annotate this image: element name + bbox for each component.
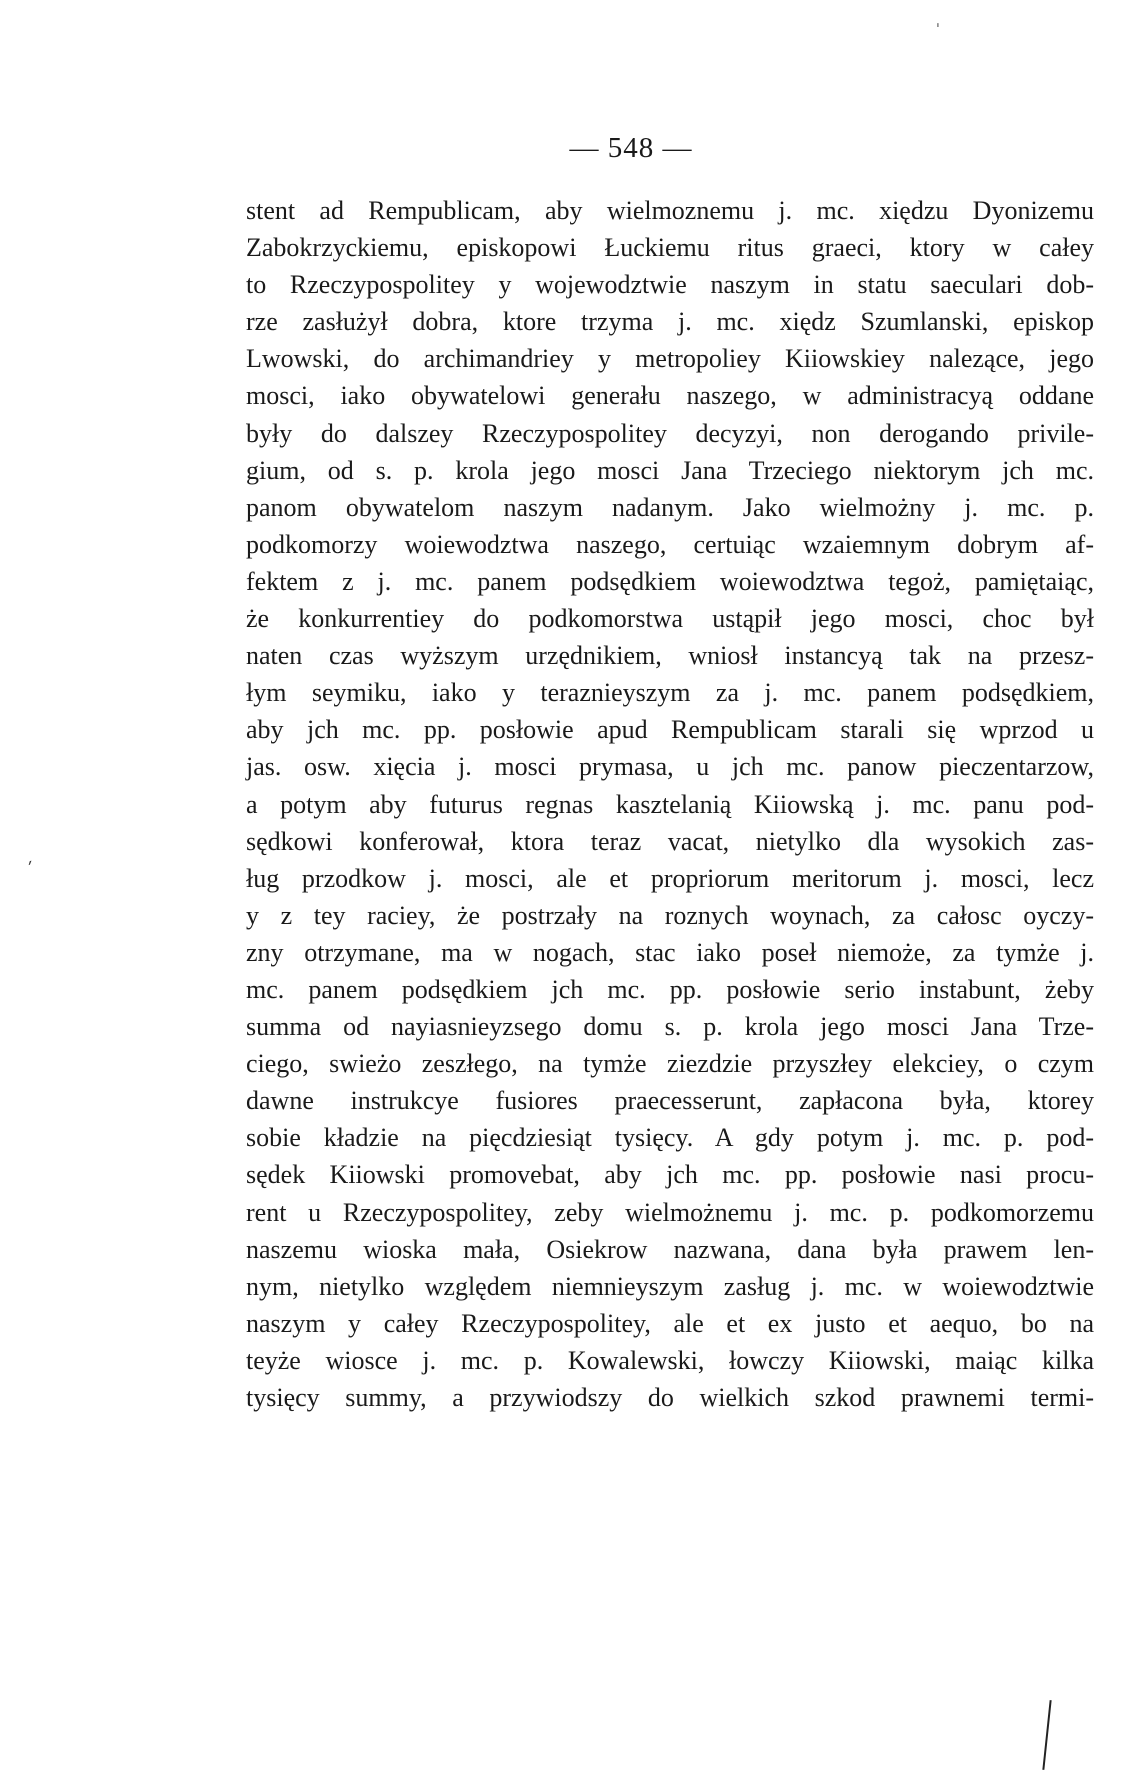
text-line: sobie kładzie na pięcdziesiąt tysięcy. A gdy potym j. mc. p. pod-	[246, 1123, 1094, 1153]
text-line: podkomorzy woiewodztwa naszego, certuiąc wzaiemnym dobrym af-	[246, 529, 1094, 559]
body-text	[246, 192, 1094, 1416]
text-line: summa od nayiasnieyzsego domu s. p. krola jego mosci Jana Trze-	[246, 1012, 1094, 1042]
text-line: panom obywatelom naszym nadanym. Jako wielmożny j. mc. p.	[246, 492, 1094, 522]
text-line: że konkurrentiey do podkomorstwa ustąpił jego mosci, choc był	[246, 604, 1094, 634]
scan-stroke-bottom	[1042, 1700, 1051, 1770]
text-line: aby jch mc. pp. posłowie apud Rempublicam starali się wprzod u	[246, 715, 1094, 745]
text-line: Lwowski, do archimandriey y metropoliey Kiiowskiey nalezące, jego	[246, 344, 1094, 374]
text-line: naszemu wioska mała, Osiekrow nazwana, dana była prawem len-	[246, 1234, 1094, 1264]
text-line: mosci, iako obywatelowi generału naszego, w administracyą oddane	[246, 381, 1094, 411]
text-line: naten czas wyższym urzędnikiem, wniosł instancyą tak na przesz-	[246, 641, 1094, 671]
text-line: to Rzeczypospolitey y wojewodztwie naszym in statu saeculari dob-	[246, 270, 1094, 300]
text-line: dawne instrukcye fusiores praecesserunt, zapłacona była, ktorey	[246, 1086, 1094, 1116]
text-line: sędkowi konferował, ktora teraz vacat, nietylko dla wysokich zas-	[246, 826, 1094, 856]
text-line: ciego, swieżo zeszłego, na tymże ziezdzie przyszłey elekciey, o czym	[246, 1049, 1094, 1079]
text-line: jas. osw. xięcia j. mosci prymasa, u jch mc. panow pieczentarzow,	[246, 752, 1094, 782]
text-line: tysięcy summy, a przywiodszy do wielkich szkod prawnemi termi-	[246, 1383, 1094, 1412]
text-line: rent u Rzeczypospolitey, zeby wielmożnemu j. mc. p. podkomorzemu	[246, 1197, 1094, 1227]
scan-speck-left: ˏ	[18, 844, 35, 867]
text-line: Zabokrzyckiemu, episkopowi Łuckiemu ritus graeci, ktory w całey	[246, 233, 1094, 263]
text-line: gium, od s. p. krola jego mosci Jana Trzeciego niektorym jch mc.	[246, 455, 1094, 485]
text-line: fektem z j. mc. panem podsędkiem woiewodztwa tegoż, pamiętaiąc,	[246, 566, 1094, 596]
text-line: były do dalszey Rzeczypospolitey decyzyi, non derogando privile-	[246, 418, 1094, 448]
text-line: naszym y całey Rzeczypospolitey, ale et ex justo et aequo, bo na	[246, 1308, 1094, 1338]
scan-speck-top: ˈ	[936, 22, 940, 38]
text-line: łym seymiku, iako y teraznieyszym za j. mc. panem podsędkiem,	[246, 678, 1094, 708]
text-line: ług przodkow j. mosci, ale et propriorum meritorum j. mosci, lecz	[246, 863, 1094, 893]
text-line: a potym aby futurus regnas kasztelanią Kiiowską j. mc. panu pod-	[246, 789, 1094, 819]
text-line: zny otrzymane, ma w nogach, stac iako poseł niemoże, za tymże j.	[246, 937, 1094, 967]
text-line: nym, nietylko względem niemnieyszym zasług j. mc. w woiewodztwie	[246, 1271, 1094, 1301]
text-line: stent ad Rempublicam, aby wielmoznemu j. mc. xiędzu Dyonizemu	[246, 196, 1094, 225]
text-line: y z tey raciey, że postrzały na roznych woynach, za całosc oyczy-	[246, 900, 1094, 930]
text-line: mc. panem podsędkiem jch mc. pp. posłowie serio instabunt, żeby	[246, 974, 1094, 1004]
text-line: teyże wiosce j. mc. p. Kowalewski, łowczy Kiiowski, maiąc kilka	[246, 1345, 1094, 1375]
text-line: sędek Kiiowski promovebat, aby jch mc. pp. posłowie nasi procu-	[246, 1160, 1094, 1190]
text-line: rze zasłużył dobra, ktore trzyma j. mc. xiędz Szumlanski, episkop	[246, 307, 1094, 337]
page-number: — 548 —	[569, 132, 693, 164]
